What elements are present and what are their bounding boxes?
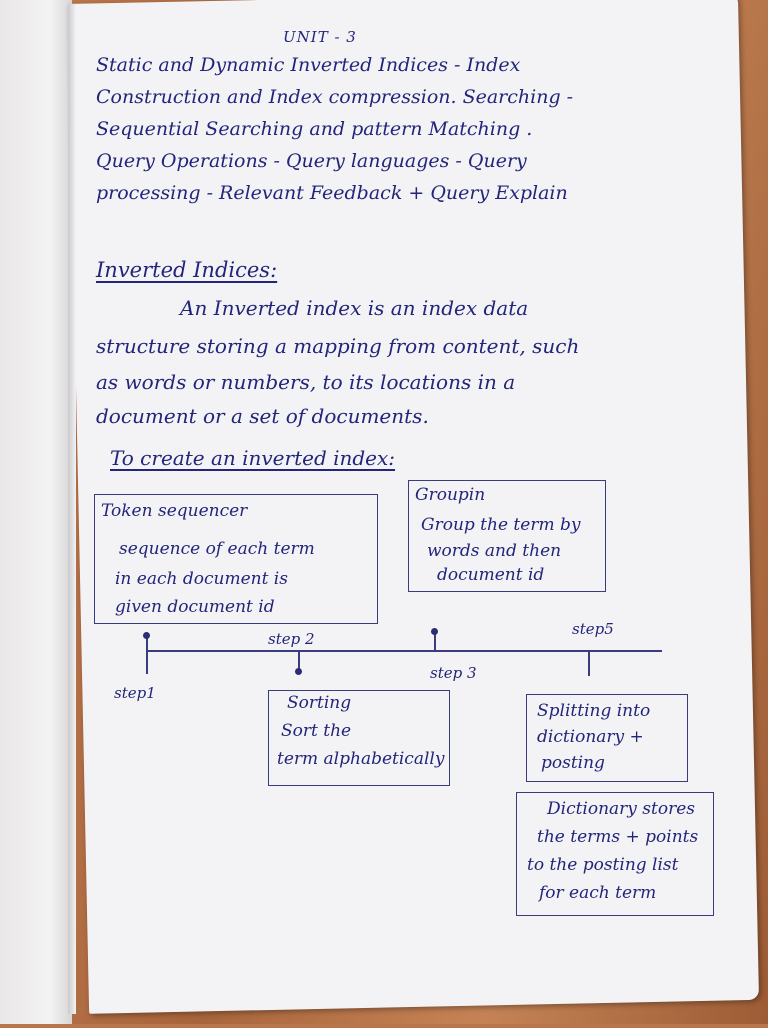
intro-line-1: Static and Dynamic Inverted Indices - Index (96, 54, 521, 76)
timeline-step5-tick (588, 650, 590, 676)
intro-line-3: Sequential Searching and pattern Matching . (96, 118, 533, 140)
grouping-title: Groupin (415, 485, 486, 505)
dictionary-line-4: for each term (539, 883, 657, 903)
grouping-line-3: document id (437, 565, 545, 585)
timeline-step2-dot (295, 668, 302, 675)
intro-line-5: processing - Relevant Feedback + Query Explain (96, 182, 568, 204)
sorting-line-1: Sort the (281, 721, 352, 741)
definition-line-3: as words or numbers, to its locations in a (96, 370, 516, 394)
timeline-start-dot (143, 632, 150, 639)
subheading: To create an inverted index: (110, 446, 396, 470)
intro-line-2: Construction and Index compression. Searching - (96, 86, 574, 108)
token-sequencer-line-1: sequence of each term (119, 539, 315, 559)
splitting-line-1: dictionary + (537, 727, 644, 747)
dictionary-line-3: to the posting list (527, 855, 679, 875)
left-notebook-page (0, 0, 72, 1024)
sorting-line-2: term alphabetically (277, 749, 445, 769)
step5-label: step5 (572, 620, 614, 638)
timeline-step3-dot (431, 628, 438, 635)
grouping-line-1: Group the term by (421, 515, 581, 535)
splitting-line-2: posting (541, 753, 605, 773)
definition-line-1: An Inverted index is an index data (180, 296, 529, 320)
definition-line-2: structure storing a mapping from content, such (96, 334, 580, 358)
definition-line-4: document or a set of documents. (96, 404, 429, 428)
timeline-start-tick (146, 636, 148, 674)
token-sequencer-line-3: given document id (115, 597, 275, 617)
step1-label: step1 (114, 684, 156, 702)
section-heading: Inverted Indices: (96, 258, 278, 282)
token-sequencer-box (94, 494, 378, 624)
grouping-line-2: words and then (427, 541, 562, 561)
unit-title: UNIT - 3 (283, 28, 357, 46)
sorting-box (268, 690, 450, 786)
token-sequencer-title: Token sequencer (101, 501, 248, 521)
dictionary-line-1: Dictionary stores (547, 799, 696, 819)
step3-label: step 3 (430, 664, 477, 682)
dictionary-line-2: the terms + points (537, 827, 699, 847)
grouping-box (408, 480, 606, 592)
process-timeline (146, 650, 662, 652)
step2-label: step 2 (268, 630, 315, 648)
token-sequencer-line-2: in each document is (115, 569, 288, 589)
page-binding-edge (68, 4, 76, 1014)
dictionary-box (516, 792, 714, 916)
intro-line-4: Query Operations - Query languages - Query (96, 150, 527, 172)
splitting-box (526, 694, 688, 782)
sorting-title: Sorting (287, 693, 352, 713)
notebook-page (68, 0, 759, 1014)
timeline-step3-tick (434, 632, 436, 652)
splitting-title: Splitting into (537, 701, 651, 721)
